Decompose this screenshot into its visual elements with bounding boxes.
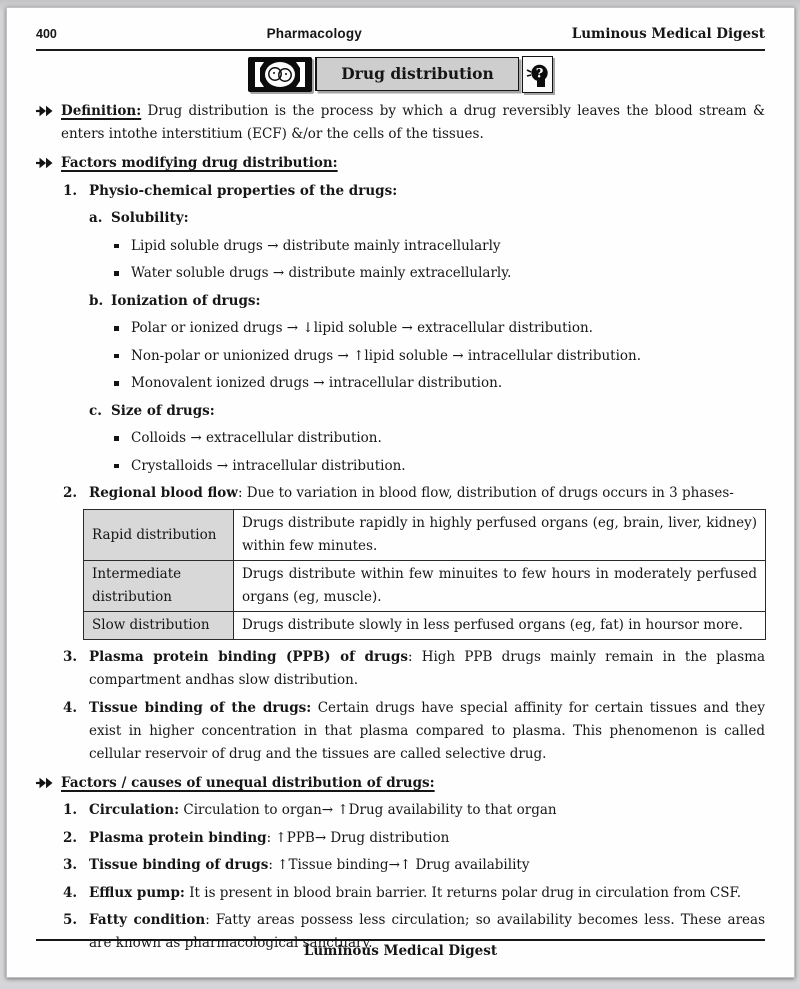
item-title: Size of drugs:	[111, 402, 215, 419]
item-letter: c.	[89, 402, 102, 419]
item-letter: a.	[89, 210, 103, 226]
fast-forward-arrow-icon	[36, 100, 61, 146]
list-item	[113, 262, 765, 285]
item-title: Tissue binding of drugs	[89, 857, 269, 873]
section-heading-text: Factors / causes of unequal distribution of drugs:	[61, 774, 435, 791]
square-bullet-icon	[113, 345, 131, 368]
item-text: Circulation to organ→ ↑Drug availability to that organ	[179, 802, 557, 818]
list-item-text: Water soluble drugs → distribute mainly extracellularly.	[131, 265, 512, 281]
footer-text: Luminous Medical Digest	[303, 943, 498, 959]
item-text: : High PPB drugs mainly remain in the plasma compartment andhas slow distribution.	[89, 649, 765, 688]
svg-text:?: ?	[535, 66, 544, 81]
item-title: Fatty condition	[89, 912, 206, 928]
document-page	[6, 7, 795, 978]
numbered-item-2	[63, 827, 765, 850]
item-number: 1.	[63, 802, 78, 818]
table-row-header: Intermediate distribution	[84, 561, 234, 612]
item-number: 5.	[63, 912, 78, 928]
square-bullet-icon	[113, 262, 131, 285]
item-number: 3.	[63, 857, 78, 873]
item-number: 2.	[63, 829, 78, 846]
numbered-item-3	[63, 854, 765, 877]
numbered-item-1	[63, 799, 765, 822]
numbered-item-2	[63, 482, 765, 505]
item-number: 2.	[63, 485, 78, 501]
item-text: : ↑Tissue binding→↑ Drug availability	[268, 857, 530, 873]
table-row	[84, 510, 766, 561]
list-item	[113, 427, 765, 450]
item-number: 4.	[63, 699, 78, 716]
item-title: Ionization of drugs:	[111, 292, 261, 309]
chapter-title-bar	[36, 55, 765, 93]
table-cell: Drugs distribute rapidly in highly perfused organs (eg, brain, liver, kidney) within few minutes.	[234, 510, 766, 561]
section-heading-unequal	[36, 772, 765, 795]
section-heading-modifying	[36, 152, 765, 175]
lettered-item-c	[89, 400, 765, 423]
item-title: Plasma protein binding (PPB) of drugs	[89, 649, 408, 665]
item-title: Efflux pump:	[89, 884, 185, 901]
numbered-item-4	[63, 697, 765, 766]
list-item-text: Polar or ionized drugs → ↓lipid soluble → extracellular distribution.	[131, 320, 593, 336]
table-row-header: Rapid distribution	[84, 510, 234, 561]
lettered-item-b	[89, 290, 765, 313]
item-title: Tissue binding of the drugs:	[89, 699, 312, 716]
head-question-mark-icon	[522, 56, 553, 93]
square-bullet-icon	[113, 455, 131, 478]
two-talking-heads-icon	[248, 57, 312, 92]
numbered-item-4	[63, 882, 765, 905]
item-letter: b.	[89, 292, 104, 309]
section-heading-text: Factors modifying drug distribution:	[61, 155, 338, 171]
header-center-title: Pharmacology	[266, 26, 363, 41]
lettered-item-a	[89, 207, 765, 230]
page-footer	[36, 939, 765, 959]
item-number: 4.	[63, 884, 78, 901]
list-item-text: Lipid soluble drugs → distribute mainly intracellularly	[131, 237, 501, 254]
page-number: 400	[36, 27, 57, 41]
distribution-phases-table	[83, 509, 766, 640]
table-row-header: Slow distribution	[84, 612, 234, 640]
square-bullet-icon	[113, 317, 131, 340]
header-right-title: Luminous Medical Digest	[571, 26, 765, 42]
item-number: 3.	[63, 649, 78, 665]
numbered-item-1	[63, 180, 765, 203]
item-text: : Due to variation in blood flow, distribution of drugs occurs in 3 phases-	[237, 485, 734, 501]
fast-forward-arrow-icon	[36, 772, 61, 795]
list-item-text: Monovalent ionized drugs → intracellular distribution.	[131, 375, 503, 391]
item-title: Solubility:	[111, 210, 189, 226]
list-item	[113, 317, 765, 340]
fast-forward-arrow-icon	[36, 152, 61, 175]
item-text: Certain drugs have special affinity for certain tissues and they exist in higher concentration in that plasma compared to plasma. This phenomenon is called cellular reservoir of drug and the tissues are called selective drug.	[89, 699, 765, 762]
table-row	[84, 561, 766, 612]
item-text: : ↑PPB→ Drug distribution	[266, 829, 450, 846]
definition-text: Drug distribution is the process by which a drug reversibly leaves the blood stream & enters intothe interstitium (ECF) &/or the cells of the tissues.	[61, 103, 765, 142]
item-text: It is present in blood brain barrier. It returns polar drug in circulation from CSF.	[184, 884, 742, 901]
list-item-text: Non-polar or unionized drugs → ↑lipid soluble → intracellular distribution.	[131, 347, 642, 364]
chapter-title: Drug distribution	[341, 64, 494, 83]
item-title: Physio-chemical properties of the drugs:	[89, 182, 398, 199]
table-cell: Drugs distribute within few minuites to few hours in moderately perfused organs (eg, muscle).	[234, 561, 766, 612]
numbered-item-3	[63, 646, 765, 692]
list-item	[113, 345, 765, 368]
square-bullet-icon	[113, 372, 131, 395]
definition-paragraph	[61, 100, 765, 146]
list-item-text: Colloids → extracellular distribution.	[131, 430, 382, 446]
list-item	[113, 455, 765, 478]
square-bullet-icon	[113, 235, 131, 258]
list-item-text: Crystalloids → intracellular distribution.	[131, 457, 406, 474]
page-header	[36, 8, 765, 51]
chapter-title-box	[315, 57, 519, 91]
list-item	[113, 372, 765, 395]
item-title: Regional blood flow	[89, 485, 238, 501]
item-number: 1.	[63, 182, 78, 199]
square-bullet-icon	[113, 427, 131, 450]
item-text: : Fatty areas possess less circulation; so availability becomes less. These areas are known as pharmacological sanctuary.	[89, 912, 766, 951]
definition-block	[36, 100, 765, 146]
list-item	[113, 235, 765, 258]
item-title: Plasma protein binding	[89, 829, 267, 846]
item-title: Circulation:	[89, 802, 180, 818]
table-cell: Drugs distribute slowly in less perfused organs (eg, fat) in hoursor more.	[234, 612, 766, 640]
definition-label: Definition:	[61, 103, 142, 119]
table-row	[84, 612, 766, 640]
